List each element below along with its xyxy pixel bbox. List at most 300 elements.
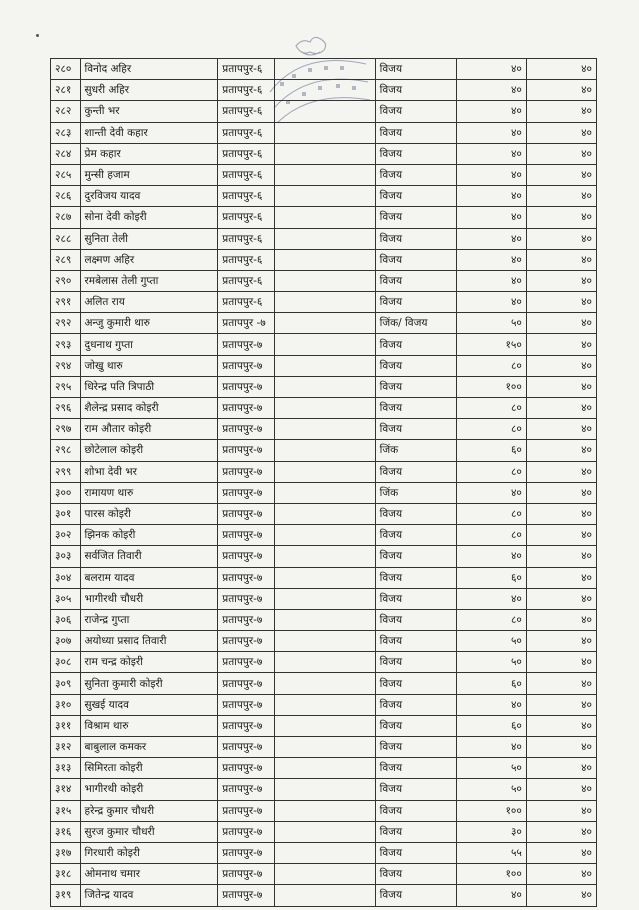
blank-cell: [274, 842, 375, 863]
blank-cell: [274, 737, 375, 758]
beneficiary-name: विश्राम थारु: [80, 715, 218, 736]
quantity: ८०: [456, 525, 526, 546]
address: प्रतापपुर-७: [218, 503, 275, 524]
variety: विजय: [375, 228, 456, 249]
row-number: ३११: [51, 715, 81, 736]
variety: विजय: [375, 546, 456, 567]
address: प्रतापपुर-७: [218, 588, 275, 609]
blank-cell: [274, 779, 375, 800]
table-row: [51, 228, 597, 249]
address: प्रतापपुर-७: [218, 376, 275, 397]
beneficiary-name: पारस कोइरी: [80, 503, 218, 524]
table-row: [51, 503, 597, 524]
amount: ४०: [526, 80, 596, 101]
amount: ४०: [526, 885, 596, 906]
variety: विजय: [375, 334, 456, 355]
address: प्रतापपुर-६: [218, 270, 275, 291]
quantity: ४०: [456, 270, 526, 291]
blank-cell: [274, 207, 375, 228]
table-row: [51, 673, 597, 694]
blank-cell: [274, 164, 375, 185]
table-row: [51, 440, 597, 461]
amount: ४०: [526, 694, 596, 715]
variety: विजय: [375, 694, 456, 715]
address: प्रतापपुर-७: [218, 609, 275, 630]
beneficiary-name: रमबेलास तेली गुप्ता: [80, 270, 218, 291]
quantity: ८०: [456, 419, 526, 440]
blank-cell: [274, 461, 375, 482]
beneficiary-name: अलित राय: [80, 292, 218, 313]
quantity: ४०: [456, 694, 526, 715]
row-number: ३१५: [51, 800, 81, 821]
row-number: २९४: [51, 355, 81, 376]
table-row: [51, 122, 597, 143]
row-number: २९७: [51, 419, 81, 440]
blank-cell: [274, 59, 375, 80]
beneficiary-name: शैलेन्द्र प्रसाद कोइरी: [80, 398, 218, 419]
table-row: [51, 482, 597, 503]
quantity: ८०: [456, 398, 526, 419]
beneficiary-name: लक्ष्मण अहिर: [80, 249, 218, 270]
amount: ४०: [526, 228, 596, 249]
row-number: २८७: [51, 207, 81, 228]
quantity: ४०: [456, 588, 526, 609]
address: प्रतापपुर-७: [218, 398, 275, 419]
row-number: २९३: [51, 334, 81, 355]
variety: विजय: [375, 525, 456, 546]
table-row: [51, 694, 597, 715]
address: प्रतापपुर-६: [218, 101, 275, 122]
address: प्रतापपुर-७: [218, 737, 275, 758]
variety: विजय: [375, 207, 456, 228]
quantity: ५०: [456, 313, 526, 334]
variety: जिंक/ विजय: [375, 313, 456, 334]
address: प्रतापपुर-७: [218, 652, 275, 673]
blank-cell: [274, 525, 375, 546]
blank-cell: [274, 440, 375, 461]
address: प्रतापपुर-६: [218, 122, 275, 143]
address: प्रतापपुर-६: [218, 186, 275, 207]
variety: विजय: [375, 673, 456, 694]
variety: विजय: [375, 631, 456, 652]
row-number: ३००: [51, 482, 81, 503]
blank-cell: [274, 503, 375, 524]
table-row: [51, 821, 597, 842]
table-row: [51, 779, 597, 800]
amount: ४०: [526, 355, 596, 376]
blank-cell: [274, 631, 375, 652]
variety: विजय: [375, 270, 456, 291]
beneficiary-table: [50, 58, 597, 907]
amount: ४०: [526, 546, 596, 567]
row-number: ३०६: [51, 609, 81, 630]
address: प्रतापपुर-६: [218, 143, 275, 164]
blank-cell: [274, 292, 375, 313]
beneficiary-name: झिनक कोइरी: [80, 525, 218, 546]
row-number: ३०१: [51, 503, 81, 524]
amount: ४०: [526, 59, 596, 80]
row-number: २९९: [51, 461, 81, 482]
row-number: ३१७: [51, 842, 81, 863]
variety: जिंक: [375, 440, 456, 461]
variety: विजय: [375, 249, 456, 270]
variety: विजय: [375, 779, 456, 800]
amount: ४०: [526, 440, 596, 461]
amount: ४०: [526, 864, 596, 885]
address: प्रतापपुर-७: [218, 864, 275, 885]
amount: ४०: [526, 758, 596, 779]
row-number: २८४: [51, 143, 81, 164]
blank-cell: [274, 249, 375, 270]
address: प्रतापपुर-७: [218, 525, 275, 546]
amount: ४०: [526, 652, 596, 673]
beneficiary-name: बाबुलाल कमकर: [80, 737, 218, 758]
quantity: ४०: [456, 164, 526, 185]
amount: ४०: [526, 715, 596, 736]
table-row: [51, 313, 597, 334]
address: प्रतापपुर-७: [218, 631, 275, 652]
table-row: [51, 101, 597, 122]
variety: विजय: [375, 122, 456, 143]
table-row: [51, 80, 597, 101]
table-row: [51, 334, 597, 355]
address: प्रतापपुर-७: [218, 800, 275, 821]
quantity: ५०: [456, 652, 526, 673]
row-number: २८६: [51, 186, 81, 207]
quantity: ४०: [456, 143, 526, 164]
beneficiary-name: अयोध्या प्रसाद तिवारी: [80, 631, 218, 652]
address: प्रतापपुर-६: [218, 228, 275, 249]
row-number: २८५: [51, 164, 81, 185]
row-number: ३१३: [51, 758, 81, 779]
blank-cell: [274, 376, 375, 397]
blank-cell: [274, 101, 375, 122]
row-number: २८८: [51, 228, 81, 249]
variety: विजय: [375, 292, 456, 313]
row-number: ३१४: [51, 779, 81, 800]
beneficiary-name: राम चन्द्र कोइरी: [80, 652, 218, 673]
table-row: [51, 398, 597, 419]
table-row: [51, 207, 597, 228]
quantity: ५०: [456, 631, 526, 652]
address: प्रतापपुर-७: [218, 334, 275, 355]
amount: ४०: [526, 398, 596, 419]
beneficiary-name: मुन्सी हजाम: [80, 164, 218, 185]
beneficiary-name: भागीरथी चौधरी: [80, 588, 218, 609]
variety: विजय: [375, 864, 456, 885]
blank-cell: [274, 652, 375, 673]
row-number: ३०७: [51, 631, 81, 652]
blank-cell: [274, 673, 375, 694]
amount: ४०: [526, 588, 596, 609]
table-row: [51, 419, 597, 440]
row-number: २८२: [51, 101, 81, 122]
table-row: [51, 631, 597, 652]
table-row: [51, 652, 597, 673]
quantity: १००: [456, 376, 526, 397]
beneficiary-name: सर्वजित तिवारी: [80, 546, 218, 567]
table-row: [51, 59, 597, 80]
beneficiary-name: रामायण थारु: [80, 482, 218, 503]
beneficiary-name: सोना देवी कोइरी: [80, 207, 218, 228]
blank-cell: [274, 821, 375, 842]
address: प्रतापपुर-७: [218, 461, 275, 482]
variety: विजय: [375, 758, 456, 779]
address: प्रतापपुर-७: [218, 355, 275, 376]
table-row: [51, 143, 597, 164]
blank-cell: [274, 419, 375, 440]
amount: ४०: [526, 122, 596, 143]
quantity: १००: [456, 864, 526, 885]
table-row: [51, 525, 597, 546]
amount: ४०: [526, 567, 596, 588]
variety: विजय: [375, 143, 456, 164]
beneficiary-name: सुनिता कुमारी कोइरी: [80, 673, 218, 694]
quantity: ४०: [456, 482, 526, 503]
variety: विजय: [375, 737, 456, 758]
quantity: ५०: [456, 779, 526, 800]
amount: ४०: [526, 673, 596, 694]
address: प्रतापपुर-७: [218, 758, 275, 779]
table-row: [51, 249, 597, 270]
variety: विजय: [375, 59, 456, 80]
table-row: [51, 186, 597, 207]
variety: विजय: [375, 842, 456, 863]
beneficiary-name: सुरज कुमार चौधरी: [80, 821, 218, 842]
table-row: [51, 758, 597, 779]
table-row: [51, 164, 597, 185]
amount: ४०: [526, 461, 596, 482]
address: प्रतापपुर-६: [218, 80, 275, 101]
variety: विजय: [375, 186, 456, 207]
variety: विजय: [375, 885, 456, 906]
variety: विजय: [375, 355, 456, 376]
blank-cell: [274, 313, 375, 334]
beneficiary-name: जोखु थारु: [80, 355, 218, 376]
address: प्रतापपुर -७: [218, 313, 275, 334]
table-body: [51, 59, 597, 907]
scan-speck: [36, 34, 39, 37]
quantity: ८०: [456, 355, 526, 376]
quantity: ४०: [456, 207, 526, 228]
address: प्रतापपुर-७: [218, 419, 275, 440]
quantity: ४०: [456, 292, 526, 313]
amount: ४०: [526, 779, 596, 800]
quantity: ५०: [456, 758, 526, 779]
blank-cell: [274, 355, 375, 376]
quantity: ४०: [456, 885, 526, 906]
table-row: [51, 609, 597, 630]
blank-cell: [274, 186, 375, 207]
variety: विजय: [375, 588, 456, 609]
variety: जिंक: [375, 482, 456, 503]
blank-cell: [274, 694, 375, 715]
beneficiary-name: गिरधारी कोइरी: [80, 842, 218, 863]
blank-cell: [274, 334, 375, 355]
table-row: [51, 588, 597, 609]
beneficiary-name: जितेन्द्र यादव: [80, 885, 218, 906]
row-number: ३१२: [51, 737, 81, 758]
variety: विजय: [375, 800, 456, 821]
beneficiary-name: राजेन्द्र गुप्ता: [80, 609, 218, 630]
blank-cell: [274, 864, 375, 885]
row-number: ३०४: [51, 567, 81, 588]
table-row: [51, 270, 597, 291]
blank-cell: [274, 270, 375, 291]
variety: विजय: [375, 652, 456, 673]
quantity: ८०: [456, 461, 526, 482]
table-row: [51, 546, 597, 567]
row-number: २९६: [51, 398, 81, 419]
variety: विजय: [375, 715, 456, 736]
blank-cell: [274, 715, 375, 736]
beneficiary-name: हरेन्द्र कुमार चौधरी: [80, 800, 218, 821]
row-number: ३१०: [51, 694, 81, 715]
beneficiary-name: शान्ती देवी कहार: [80, 122, 218, 143]
quantity: ६०: [456, 440, 526, 461]
amount: ४०: [526, 482, 596, 503]
beneficiary-name: सुखई यादव: [80, 694, 218, 715]
blank-cell: [274, 122, 375, 143]
address: प्रतापपुर-७: [218, 482, 275, 503]
blank-cell: [274, 567, 375, 588]
row-number: २९१: [51, 292, 81, 313]
blank-cell: [274, 758, 375, 779]
amount: ४०: [526, 376, 596, 397]
quantity: ६०: [456, 715, 526, 736]
variety: विजय: [375, 80, 456, 101]
beneficiary-name: धिरेन्द्र पति त्रिपाठी: [80, 376, 218, 397]
quantity: ४०: [456, 101, 526, 122]
amount: ४०: [526, 270, 596, 291]
table-row: [51, 292, 597, 313]
amount: ४०: [526, 737, 596, 758]
amount: ४०: [526, 101, 596, 122]
quantity: १५०: [456, 334, 526, 355]
row-number: ३१६: [51, 821, 81, 842]
table-row: [51, 376, 597, 397]
table-row: [51, 715, 597, 736]
address: प्रतापपुर-७: [218, 694, 275, 715]
table-row: [51, 864, 597, 885]
blank-cell: [274, 143, 375, 164]
amount: ४०: [526, 800, 596, 821]
variety: विजय: [375, 101, 456, 122]
beneficiary-name: शोभा देवी भर: [80, 461, 218, 482]
amount: ४०: [526, 186, 596, 207]
beneficiary-name: दुधनाथ गुप्ता: [80, 334, 218, 355]
beneficiary-name: राम औतार कोइरी: [80, 419, 218, 440]
row-number: २८१: [51, 80, 81, 101]
beneficiary-name: भागीरथी कोइरी: [80, 779, 218, 800]
row-number: २८३: [51, 122, 81, 143]
quantity: ४०: [456, 546, 526, 567]
row-number: ३०८: [51, 652, 81, 673]
quantity: ८०: [456, 609, 526, 630]
beneficiary-name: ओमनाथ चमार: [80, 864, 218, 885]
blank-cell: [274, 398, 375, 419]
row-number: ३०५: [51, 588, 81, 609]
table-row: [51, 737, 597, 758]
blank-cell: [274, 546, 375, 567]
address: प्रतापपुर-६: [218, 59, 275, 80]
beneficiary-name: विनोद अहिर: [80, 59, 218, 80]
beneficiary-name: छोटेलाल कोइरी: [80, 440, 218, 461]
amount: ४०: [526, 313, 596, 334]
row-number: ३१९: [51, 885, 81, 906]
amount: ४०: [526, 164, 596, 185]
row-number: ३०३: [51, 546, 81, 567]
row-number: २९२: [51, 313, 81, 334]
address: प्रतापपुर-७: [218, 546, 275, 567]
table-row: [51, 567, 597, 588]
address: प्रतापपुर-७: [218, 673, 275, 694]
address: प्रतापपुर-७: [218, 779, 275, 800]
variety: विजय: [375, 164, 456, 185]
quantity: ४०: [456, 737, 526, 758]
amount: ४०: [526, 842, 596, 863]
quantity: ६०: [456, 567, 526, 588]
table-row: [51, 461, 597, 482]
quantity: ३०: [456, 821, 526, 842]
quantity: ८०: [456, 503, 526, 524]
blank-cell: [274, 885, 375, 906]
blank-cell: [274, 228, 375, 249]
quantity: ४०: [456, 122, 526, 143]
address: प्रतापपुर-७: [218, 440, 275, 461]
beneficiary-name: सुनिता तेली: [80, 228, 218, 249]
beneficiary-name: कुन्ती भर: [80, 101, 218, 122]
quantity: १००: [456, 800, 526, 821]
row-number: २९८: [51, 440, 81, 461]
quantity: ५५: [456, 842, 526, 863]
address: प्रतापपुर-७: [218, 885, 275, 906]
address: प्रतापपुर-७: [218, 842, 275, 863]
row-number: ३१८: [51, 864, 81, 885]
table-row: [51, 355, 597, 376]
quantity: ४०: [456, 186, 526, 207]
address: प्रतापपुर-६: [218, 164, 275, 185]
quantity: ४०: [456, 249, 526, 270]
table-row: [51, 885, 597, 906]
row-number: ३०२: [51, 525, 81, 546]
address: प्रतापपुर-६: [218, 207, 275, 228]
quantity: ४०: [456, 228, 526, 249]
row-number: २९०: [51, 270, 81, 291]
amount: ४०: [526, 821, 596, 842]
amount: ४०: [526, 292, 596, 313]
address: प्रतापपुर-७: [218, 567, 275, 588]
blank-cell: [274, 588, 375, 609]
row-number: २८०: [51, 59, 81, 80]
amount: ४०: [526, 503, 596, 524]
blank-cell: [274, 800, 375, 821]
amount: ४०: [526, 525, 596, 546]
amount: ४०: [526, 609, 596, 630]
variety: विजय: [375, 398, 456, 419]
address: प्रतापपुर-७: [218, 821, 275, 842]
amount: ४०: [526, 631, 596, 652]
blank-cell: [274, 609, 375, 630]
amount: ४०: [526, 334, 596, 355]
amount: ४०: [526, 207, 596, 228]
row-number: २८९: [51, 249, 81, 270]
variety: विजय: [375, 419, 456, 440]
address: प्रतापपुर-७: [218, 715, 275, 736]
address: प्रतापपुर-६: [218, 249, 275, 270]
amount: ४०: [526, 419, 596, 440]
table-row: [51, 800, 597, 821]
